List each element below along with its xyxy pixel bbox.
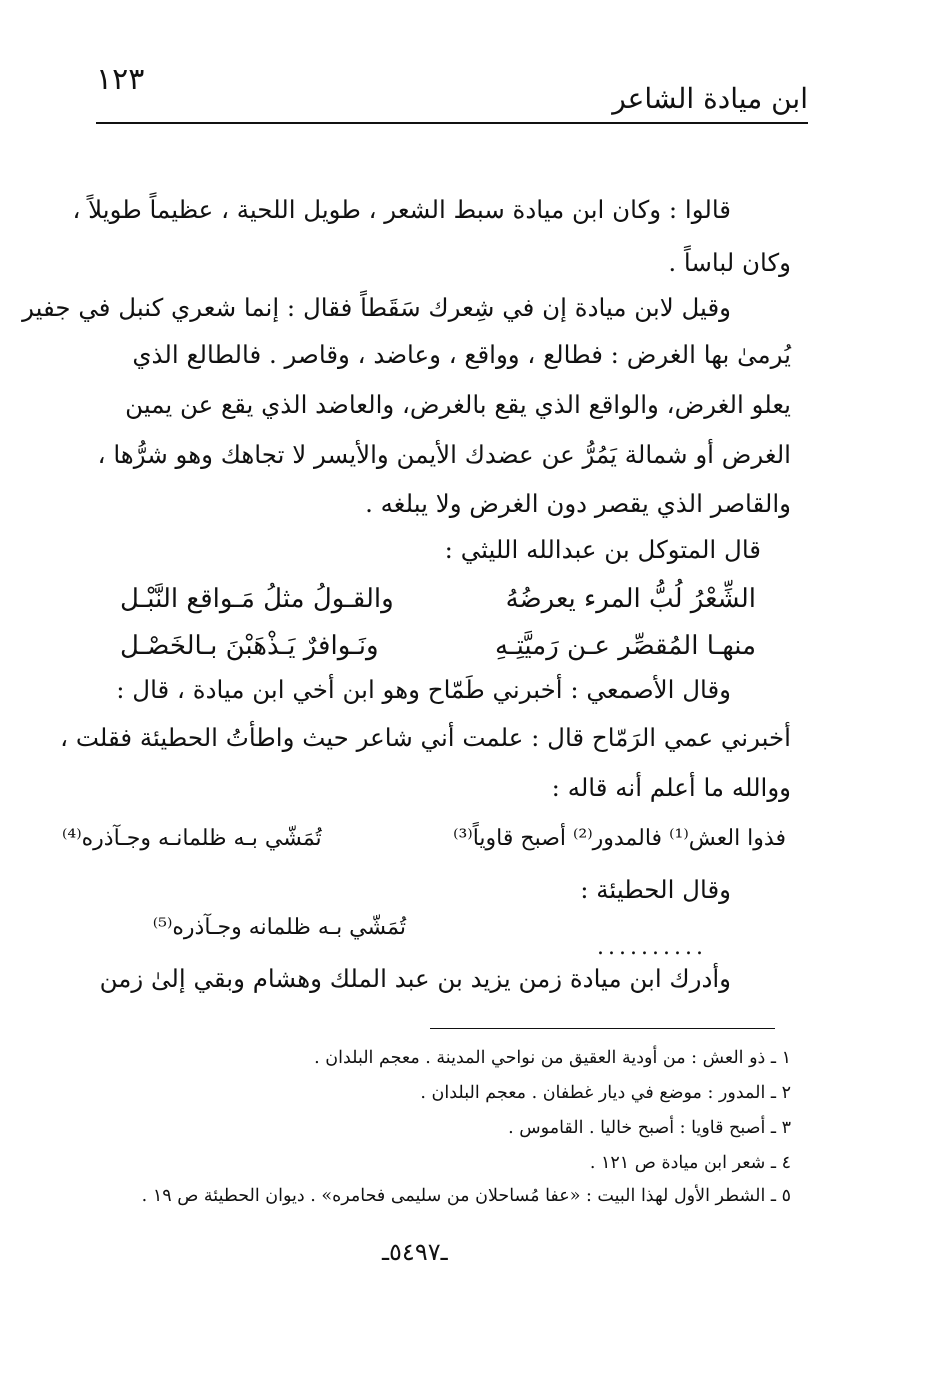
footnote: ٥ ـ الشطر الأول لهذا البيت : «عفا مُساحلان من سليمى فحامره» . ديوان الحطيئة ص ١٩ . (141, 1186, 791, 1206)
footnote-rule (430, 1028, 775, 1029)
verse-hemistich: منهـا المُقصِّر عـن رَميَّتِـهِ (495, 631, 756, 661)
body-line: قالوا : وكان ابن ميادة سبط الشعر ، طويل اللحية ، عظيماً طويلاً ، (72, 195, 731, 224)
verse-hemistich: والقـولُ مثلُ مَـواقع النَّبْـل (120, 584, 394, 614)
running-title: ابن ميادة الشاعر (612, 82, 808, 115)
verse-hemistich: تُمَشّي بـه ظلمانـه وجـآذره⁽⁴⁾ (62, 826, 322, 851)
header-rule (96, 122, 808, 124)
body-line: وقال الحطيئة : (580, 875, 731, 904)
verse-hemistich: فذوا العش⁽¹⁾ فالمدور⁽²⁾ أصبح قاوياً⁽³⁾ (453, 826, 786, 851)
body-line: وقيل لابن ميادة إن في شِعرك سَقَطاً فقال : إنما شعري كنبل في جفير (22, 293, 731, 322)
body-line: قال المتوكل بن عبدالله الليثي : (444, 535, 761, 564)
verse-hemistich: تُمَشّي بـه ظلمانه وجـآذره⁽⁵⁾ (152, 915, 406, 940)
body-line: يُرمىٰ بها الغرض : فطالع ، وواقع ، وعاضد ، وقاصر . فالطالع الذي (132, 340, 791, 369)
page-number: ١٢٣ (96, 62, 145, 97)
footnote: ١ ـ ذو العش : من أودية العقيق من نواحي المدينة . معجم البلدان . (314, 1048, 791, 1068)
body-line: الغرض أو شمالة يَمُرُّ عن عضدك الأيمن والأيسر لا تجاهك وهو شرُّها ، (97, 440, 791, 469)
verse-hemistich: ونَـوافرٌ يَـذْهَبْنَ بـالخَصْـل (120, 631, 379, 661)
body-line: يعلو الغرض، والواقع الذي يقع بالغرض، والعاضد الذي يقع عن يمين (125, 390, 791, 419)
body-line: وأدرك ابن ميادة زمن يزيد بن عبد الملك وهشام وبقي إلىٰ زمن (99, 964, 731, 993)
folio-number: ـ٥٤٩٧ـ (382, 1238, 448, 1266)
verse-hemistich: الشِّعْرُ لُبُّ المرء يعرضُهُ (505, 584, 756, 614)
body-line: أخبرني عمي الرَمّاح قال : علمت أني شاعر حيث واطأتُ الحطيئة فقلت ، (60, 723, 791, 752)
footnote: ٣ ـ أصبح قاويا : أصبح خاليا . القاموس . (508, 1118, 791, 1138)
footnote: ٢ ـ المدور : موضع في ديار غطفان . معجم البلدان . (420, 1083, 791, 1103)
body-line: والقاصر الذي يقصر دون الغرض ولا يبلغه . (365, 489, 791, 518)
body-line: وقال الأصمعي : أخبرني طَمّاح وهو ابن أخي ابن ميادة ، قال : (116, 675, 731, 704)
body-line: وكان لباساً . (668, 248, 791, 277)
elided-hemistich: .......... (597, 935, 707, 960)
body-line: ووالله ما أعلم أنه قاله : (551, 773, 791, 802)
footnote: ٤ ـ شعر ابن ميادة ص ١٢١ . (589, 1153, 791, 1173)
